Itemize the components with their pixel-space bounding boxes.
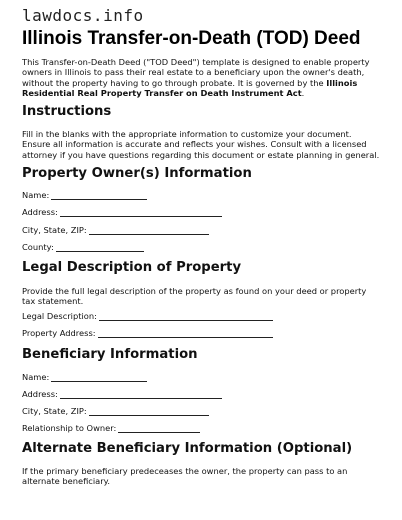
owner-city-label: City, State, ZIP: [22,225,87,235]
alternate-heading: Alternate Beneficiary Information (Optional) [22,441,353,456]
legal-description-blank[interactable] [99,312,273,321]
owner-county-blank[interactable] [56,243,144,252]
intro-act-name: Illinois Residential Real Property Transfer on Death Instrument Act [22,77,358,98]
instructions-text: Fill in the blanks with the appropriate information to customize your document. Ensure all information is accurate and reflects your wishes. Consult with a licensed attorney if you have questions regarding this document or estate planning in general. [22,129,380,160]
beneficiary-city-blank[interactable] [89,407,209,416]
alternate-text: If the primary beneficiary predeceases the owner, the property can pass to an alternate beneficiary. [22,466,348,487]
property-address-label: Property Address: [22,328,96,338]
beneficiary-city-field[interactable] [22,406,209,416]
beneficiary-heading: Beneficiary Information [22,347,198,362]
property-address-blank[interactable] [98,329,273,338]
legal-description-field[interactable] [22,311,273,321]
owner-name-label: Name: [22,190,50,200]
beneficiary-city-label: City, State, ZIP: [22,406,87,416]
beneficiary-address-blank[interactable] [60,390,222,399]
legal-text: Provide the full legal description of the property as found on your deed or property tax statement. [22,286,367,307]
property-address-field[interactable] [22,328,273,338]
owner-name-blank[interactable] [51,191,147,200]
owner-name-field[interactable] [22,190,147,200]
beneficiary-relationship-field[interactable] [22,423,200,433]
owner-heading: Property Owner(s) Information [22,166,252,181]
owner-address-label: Address: [22,207,58,217]
beneficiary-relationship-label: Relationship to Owner: [22,423,117,433]
beneficiary-address-field[interactable] [22,389,222,399]
owner-county-field[interactable] [22,242,144,252]
document-title: Illinois Transfer-on-Death (TOD) Deed [22,28,361,49]
beneficiary-address-label: Address: [22,389,58,399]
owner-city-field[interactable] [22,225,209,235]
beneficiary-name-label: Name: [22,372,50,382]
beneficiary-relationship-blank[interactable] [118,424,200,433]
site-watermark: lawdocs.info [22,6,144,25]
beneficiary-name-field[interactable] [22,372,147,382]
intro-paragraph [22,57,382,98]
intro-text: This Transfer-on-Death Deed ("TOD Deed") template is designed to enable property owners in Illinois to pass their real estate to a beneficiary upon the owner's death, without the property having to go through probate. It is governed by the [22,57,370,88]
owner-address-blank[interactable] [60,208,222,217]
owner-city-blank[interactable] [89,226,209,235]
owner-address-field[interactable] [22,207,222,217]
beneficiary-name-blank[interactable] [51,373,147,382]
instructions-heading: Instructions [22,104,112,119]
intro-end: . [301,87,305,98]
legal-heading: Legal Description of Property [22,260,242,275]
owner-county-label: County: [22,242,54,252]
legal-description-label: Legal Description: [22,311,97,321]
